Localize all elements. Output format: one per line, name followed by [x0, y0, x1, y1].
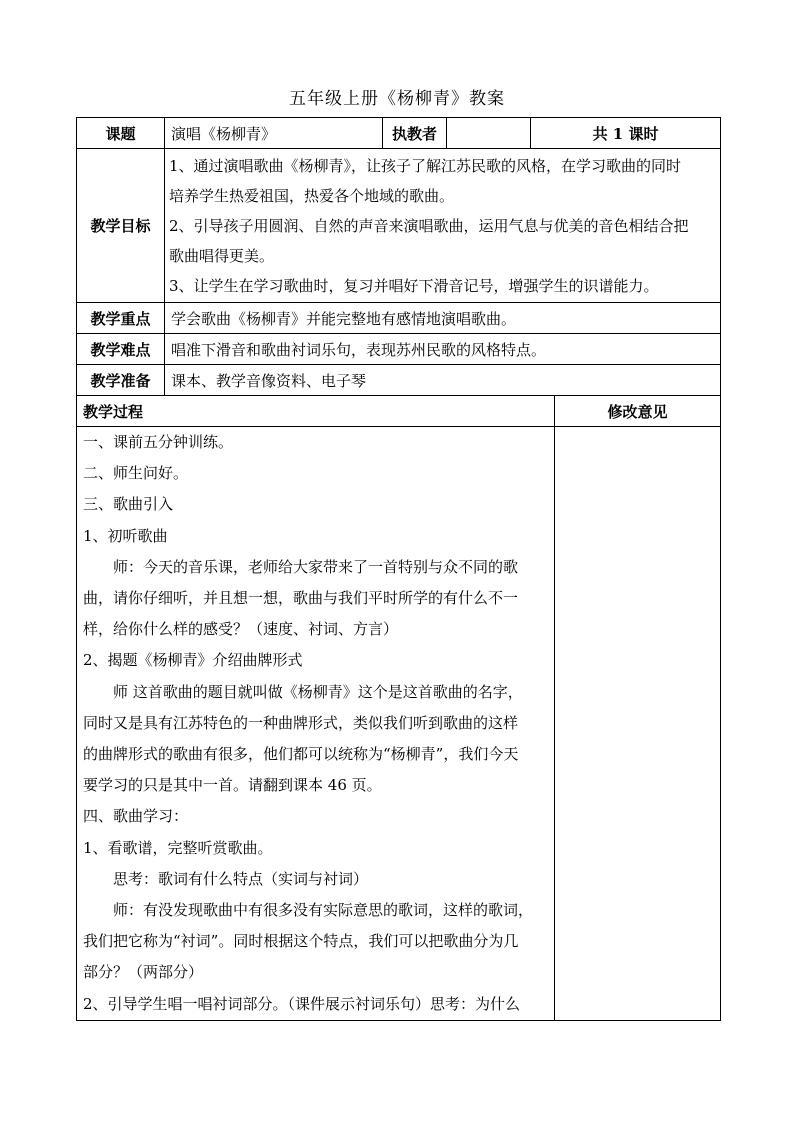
objective-line: 培养学生热爱祖国，热爱各个地域的歌曲。 [169, 186, 455, 205]
objectives-label: 教学目标 [77, 149, 165, 303]
process-line: 部分？（两部分） [83, 963, 204, 982]
objective-line: 3、让学生在学习歌曲时，复习并唱好下滑音记号，增强学生的识谱能力。 [169, 276, 659, 295]
preparation-label: 教学准备 [77, 365, 165, 396]
objectives-content [165, 149, 721, 303]
preparation-value: 课本、教学音像资料、电子琴 [165, 365, 721, 396]
key-points-row [77, 303, 721, 334]
process-line: 我们把它称为“衬词”。同时根据这个特点，我们可以把歌曲分为几 [83, 932, 519, 951]
process-line: 师 这首歌曲的题目就叫做《杨柳青》这个是这首歌曲的名字， [113, 682, 523, 701]
key-points-value: 学会歌曲《杨柳青》并能完整地有感情地演唱歌曲。 [165, 303, 721, 334]
process-body-row [77, 427, 721, 1021]
objective-line: 2、引导孩子用圆润、自然的声音来演唱歌曲，运用气息与优美的音色相结合把 [169, 216, 689, 235]
revision-notes-cell [555, 427, 721, 1021]
class-hours: 共 1 课时 [531, 118, 721, 149]
process-content [77, 427, 555, 1021]
key-points-label: 教学重点 [77, 303, 165, 334]
objective-line: 歌曲唱得更美。 [169, 246, 275, 265]
process-label: 教学过程 [77, 396, 555, 427]
difficulties-label: 教学难点 [77, 334, 165, 365]
objectives-row [77, 149, 721, 303]
process-line: 思考：歌词有什么特点（实词与衬词） [113, 869, 369, 888]
topic-label: 课题 [77, 118, 165, 149]
process-line: 要学习的只是其中一首。请翻到课本 46 页。 [83, 776, 382, 795]
teacher-value [447, 118, 531, 149]
process-line: 2、引导学生唱一唱衬词部分。（课件展示衬词乐句）思考：为什么 [83, 994, 521, 1013]
process-line: 三、歌曲引入 [83, 495, 174, 514]
revision-label: 修改意见 [555, 396, 721, 427]
process-line: 样，给你什么样的感受？（速度、衬词、方言） [83, 620, 399, 639]
lesson-plan-table [76, 117, 721, 1021]
process-line: 的曲牌形式的歌曲有很多，他们都可以统称为“杨柳青”，我们今天 [83, 745, 519, 764]
process-header-row [77, 396, 721, 427]
process-line: 二、师生问好。 [83, 464, 189, 483]
difficulties-row [77, 334, 721, 365]
process-line: 2、揭题《杨柳青》介绍曲牌形式 [83, 651, 303, 670]
process-line: 师：今天的音乐课，老师给大家带来了一首特别与众不同的歌 [113, 557, 519, 576]
process-line: 一、课前五分钟训练。 [83, 433, 234, 451]
process-line: 1、看歌谱，完整听赏歌曲。 [83, 838, 273, 857]
difficulties-value: 唱准下滑音和歌曲衬词乐句，表现苏州民歌的风格特点。 [165, 334, 721, 365]
process-line: 同时又是具有江苏特色的一种曲牌形式，类似我们听到歌曲的这样 [83, 713, 519, 732]
preparation-row [77, 365, 721, 396]
teacher-label: 执教者 [383, 118, 447, 149]
document-title: 五年级上册《杨柳青》教案 [289, 89, 505, 109]
process-line: 师：有没发现歌曲中有很多没有实际意思的歌词，这样的歌词， [113, 901, 534, 920]
process-line: 四、歌曲学习： [83, 807, 189, 826]
process-line: 1、初听歌曲 [83, 526, 168, 545]
topic-row [77, 118, 721, 149]
objective-line: 1、通过演唱歌曲《杨柳青》，让孩子了解江苏民歌的风格，在学习歌曲的同时 [169, 156, 682, 175]
topic-value: 演唱《杨柳青》 [165, 118, 383, 149]
process-line: 曲，请你仔细听，并且想一想，歌曲与我们平时所学的有什么不一 [83, 589, 519, 608]
